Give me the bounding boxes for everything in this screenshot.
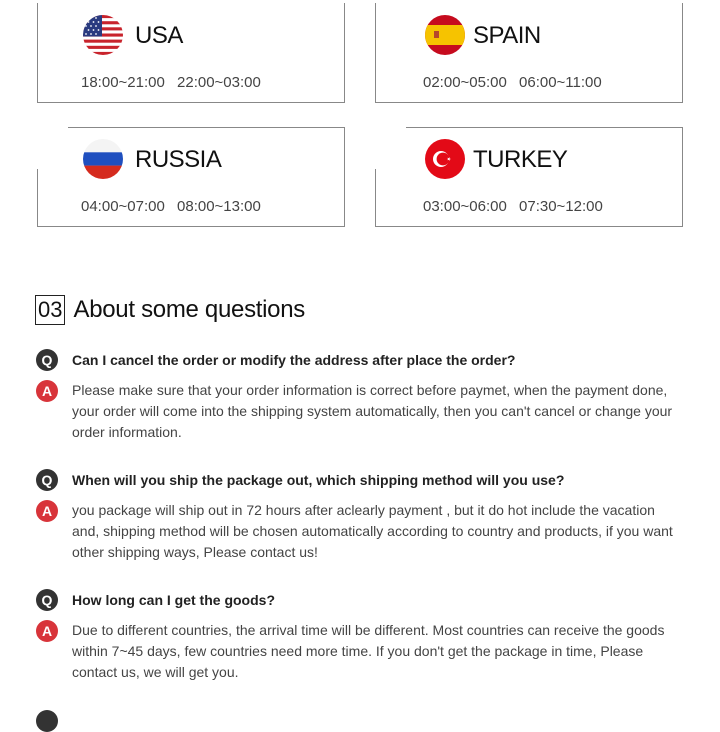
shipping-times	[81, 74, 261, 91]
answer-icon: A	[36, 620, 58, 642]
faq-question: Can I cancel the order or modify the address after place the order?	[72, 352, 516, 368]
time-slot: 07:30~12:00	[519, 198, 603, 215]
question-icon: Q	[36, 589, 58, 611]
turkey-flag-icon	[425, 139, 465, 179]
answer-icon: A	[36, 380, 58, 402]
question-icon	[36, 710, 58, 732]
faq-item	[36, 469, 686, 563]
time-slot: 22:00~03:00	[177, 74, 261, 91]
country-name: TURKEY	[473, 146, 568, 173]
country-name: RUSSIA	[135, 146, 222, 173]
country-card-turkey	[375, 127, 683, 227]
faq-item	[36, 589, 686, 683]
country-name: SPAIN	[473, 22, 541, 49]
faq-answer: Please make sure that your order information is correct before paymet, when the payment done, your order will come into the shipping system automatically, then you can't cancel or change your order information.	[72, 382, 673, 440]
shipping-times	[81, 198, 261, 215]
time-slot: 04:00~07:00	[81, 198, 165, 215]
time-slot: 08:00~13:00	[177, 198, 261, 215]
spain-flag-icon	[425, 15, 465, 55]
country-name: USA	[135, 22, 183, 49]
time-slot: 03:00~06:00	[423, 198, 507, 215]
country-card-spain	[375, 3, 683, 103]
time-slot: 06:00~11:00	[519, 74, 602, 91]
faq-answer: you package will ship out in 72 hours after aclearly payment , but it do hot include the vacation and, shipping method will be chosen automatically according to country and products, if you want other shipping ways, Please contact us!	[72, 502, 673, 560]
section-number: 03	[35, 295, 65, 325]
section-heading	[35, 295, 305, 325]
shipping-times	[423, 198, 603, 215]
time-slot: 02:00~05:00	[423, 74, 507, 91]
faq-answer: Due to different countries, the arrival time will be different. Most countries can receive the goods within 7~45 days, few countries need more time. If you don't get the package in time, Please contact us, we will get you.	[72, 622, 665, 680]
us-flag-icon	[83, 15, 123, 55]
shipping-times	[423, 74, 602, 91]
section-title: About some questions	[73, 296, 305, 323]
faq-question: When will you ship the package out, which shipping method will you use?	[72, 472, 565, 488]
russia-flag-icon	[83, 139, 123, 179]
faq-question: How long can I get the goods?	[72, 592, 275, 608]
country-card-russia	[37, 127, 345, 227]
answer-icon: A	[36, 500, 58, 522]
faq-item	[36, 349, 686, 443]
question-icon: Q	[36, 469, 58, 491]
question-icon: Q	[36, 349, 58, 371]
time-slot: 18:00~21:00	[81, 74, 165, 91]
country-card-usa	[37, 3, 345, 103]
